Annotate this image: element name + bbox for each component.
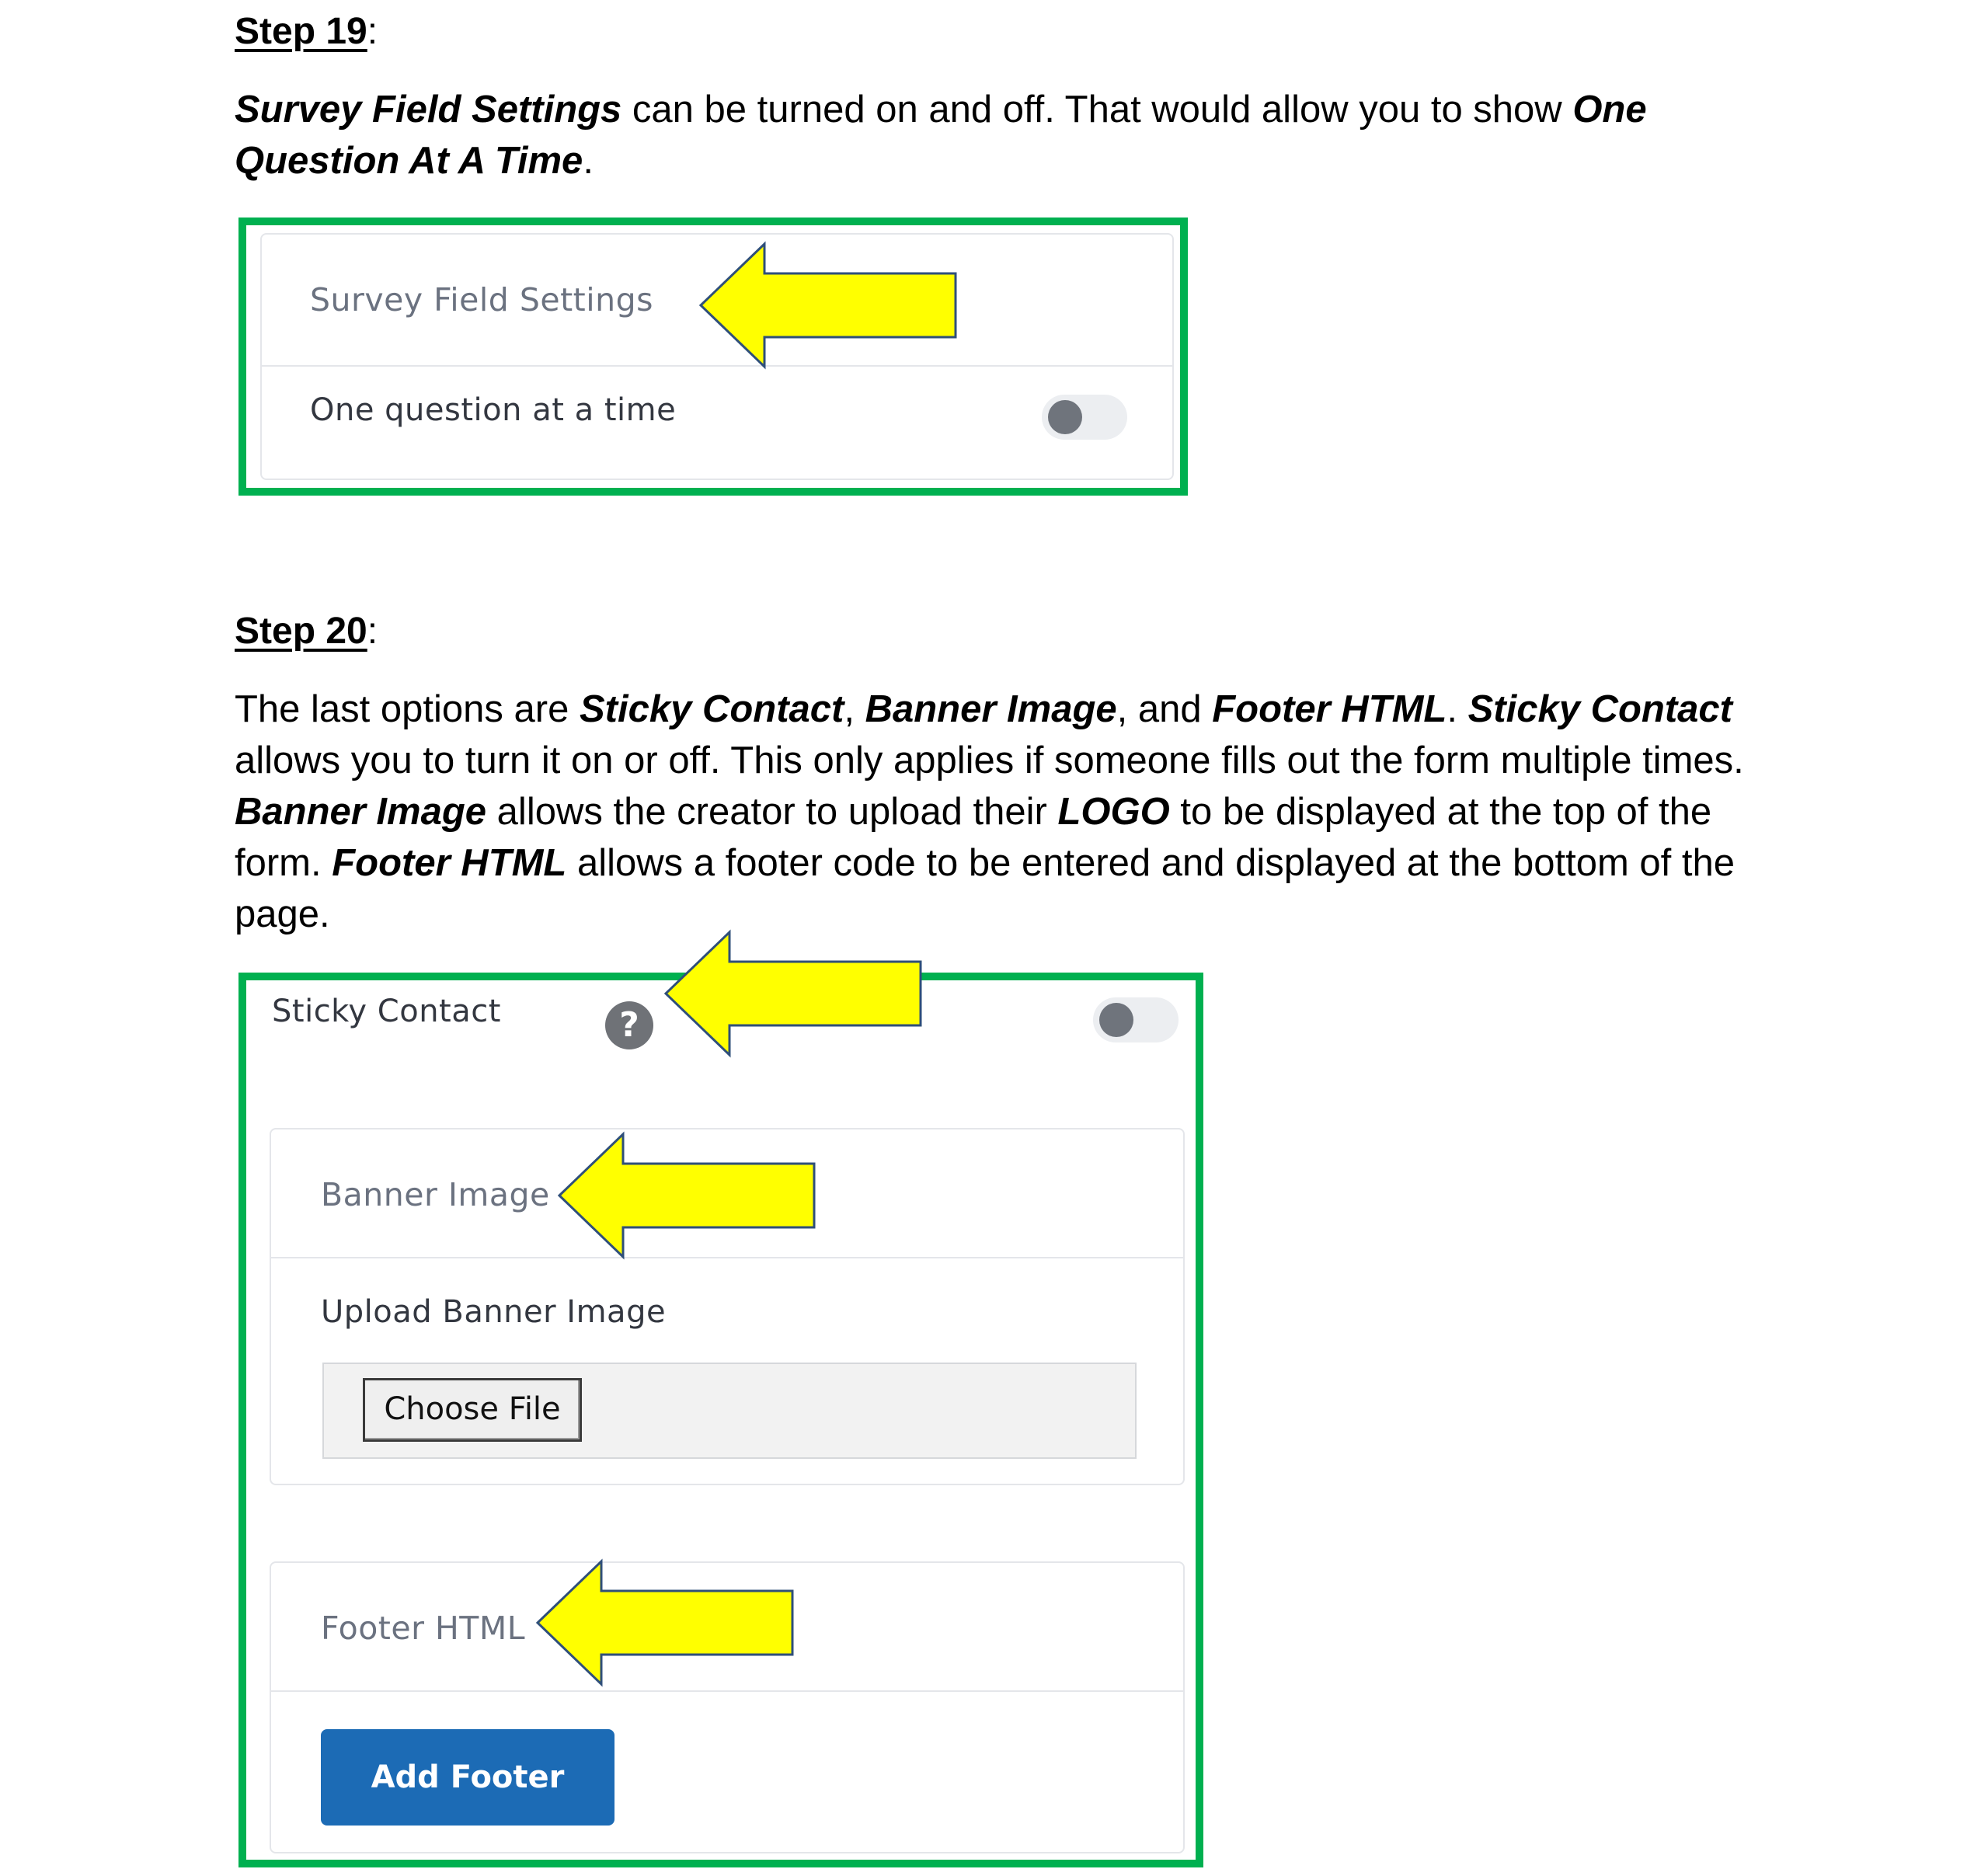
choose-file-button[interactable]: Choose File	[363, 1378, 582, 1442]
step-19-paragraph	[235, 84, 1788, 186]
step-20-heading	[235, 610, 378, 653]
term-banner-image: Banner Image	[865, 688, 1117, 730]
term-sticky-contact: Sticky Contact	[579, 688, 844, 730]
banner-file-input[interactable]	[322, 1363, 1137, 1459]
banner-image-title: Banner Image	[321, 1176, 550, 1213]
sticky-contact-label: Sticky Contact	[272, 994, 501, 1029]
step-20-text: .	[1447, 688, 1468, 730]
toggle-knob	[1099, 1003, 1133, 1037]
step-20-text: , and	[1116, 688, 1213, 730]
arrow-icon	[558, 1133, 818, 1258]
step-19-text: can be turned on and off. That would allow you to show	[621, 89, 1573, 131]
step-20-text: allows a footer code to be entered and displayed at the bottom of the page.	[235, 842, 1736, 935]
arrow-icon	[536, 1560, 796, 1686]
one-question-at-a-time-toggle[interactable]	[1042, 395, 1127, 440]
toggle-knob	[1048, 400, 1082, 434]
add-footer-button[interactable]: Add Footer	[321, 1729, 614, 1826]
step-20-label: Step 20	[235, 611, 367, 652]
card-divider	[271, 1690, 1183, 1692]
term-banner-image: Banner Image	[235, 791, 487, 833]
step-19-colon: :	[367, 11, 378, 52]
sticky-contact-toggle[interactable]	[1093, 997, 1179, 1042]
survey-field-settings-title: Survey Field Settings	[310, 281, 653, 318]
step-19-label: Step 19	[235, 11, 367, 52]
footer-html-title: Footer HTML	[321, 1610, 526, 1647]
step-20-text: The last options are	[235, 688, 580, 730]
step-20-text: allows you to turn it on or off. This only applies if someone fills out the form multiple times.	[235, 740, 1744, 781]
term-footer-html: Footer HTML	[332, 842, 567, 884]
arrow-icon	[699, 242, 959, 368]
term-logo: LOGO	[1057, 791, 1170, 833]
arrow-icon	[664, 931, 924, 1056]
term-footer-html: Footer HTML	[1212, 688, 1447, 730]
step-19-term-one-question: One Question At A Time	[235, 89, 1647, 182]
step-20-text: to be displayed at the top of the form.	[235, 791, 1712, 884]
term-sticky-contact: Sticky Contact	[1467, 688, 1732, 730]
upload-banner-image-label: Upload Banner Image	[321, 1294, 667, 1330]
form-options-screenshot	[238, 973, 1203, 1867]
step-19-heading	[235, 10, 378, 54]
step-20-text: allows the creator to upload their	[486, 791, 1058, 833]
step-20-paragraph	[235, 684, 1788, 940]
help-icon[interactable]: ?	[605, 1001, 653, 1049]
step-19-term-survey-field-settings: Survey Field Settings	[235, 89, 622, 131]
step-20-text: ,	[844, 688, 865, 730]
step-19-period: .	[583, 140, 594, 182]
one-question-at-a-time-label: One question at a time	[310, 392, 677, 428]
step-20-colon: :	[367, 611, 378, 652]
